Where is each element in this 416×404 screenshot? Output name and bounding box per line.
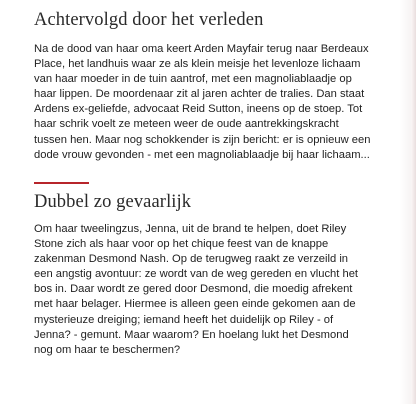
section-divider	[34, 182, 89, 184]
section-2-line: nog om haar te beschermen?	[34, 343, 181, 356]
section-1-line: haar schrik voelt ze meteen weer de oude aantrekkingskracht	[34, 118, 339, 131]
section-1-line: Ardens ex-geliefde, advocaat Reid Sutton, ineens op de stoep. Tot	[34, 103, 363, 116]
section-1-line: tussen hen. Maar nog schokkender is zijn bericht: er is opnieuw een	[34, 133, 371, 146]
section-2-line: een angstig avontuur: ze wordt van de weg gereden en vlucht het	[34, 268, 359, 281]
page-edge	[411, 0, 416, 404]
section-1-heading: Achtervolgd door het verleden	[34, 10, 264, 30]
section-2-line: met haar belager. Hiermee is alleen geen einde gekomen aan de	[34, 298, 356, 311]
section-2-line: zakenman Desmond Nash. Op de terugweg raakt ze verzeild in	[34, 253, 349, 266]
section-2-line: Jenna? - gemunt. Maar waarom? En hoelang lukt het Desmond	[34, 328, 349, 341]
section-2-line: mysterieuze dreiging; iemand heeft het duidelijk op Riley - of	[34, 313, 334, 326]
section-2-body	[34, 222, 406, 358]
section-2-heading: Dubbel zo gevaarlijk	[34, 192, 192, 212]
section-1-line: van haar moeder in de tuin aantrof, met een magnoliablaadje op	[34, 73, 352, 86]
section-2-line: Stone zich als haar voor op het chique feest van de knappe	[34, 238, 329, 251]
section-1-line: Place, het landhuis waar ze als klein meisje het levenloze lichaam	[34, 58, 361, 71]
section-2-line: Om haar tweelingzus, Jenna, uit de brand te helpen, doet Riley	[34, 223, 347, 235]
section-1-body	[34, 42, 406, 163]
section-1-line: dode vrouw gevonden - met een magnoliablaadje bij haar lichaam...	[34, 148, 370, 161]
section-1-line: Na de dood van haar oma keert Arden Mayfair terug naar Berdeaux	[34, 43, 369, 55]
section-1-line: haar lippen. De moordenaar zit al jaren achter de tralies. Dan staat	[34, 88, 365, 101]
section-2-line: bos in. Daar wordt ze gered door Desmond, die moedig afrekent	[34, 283, 353, 296]
